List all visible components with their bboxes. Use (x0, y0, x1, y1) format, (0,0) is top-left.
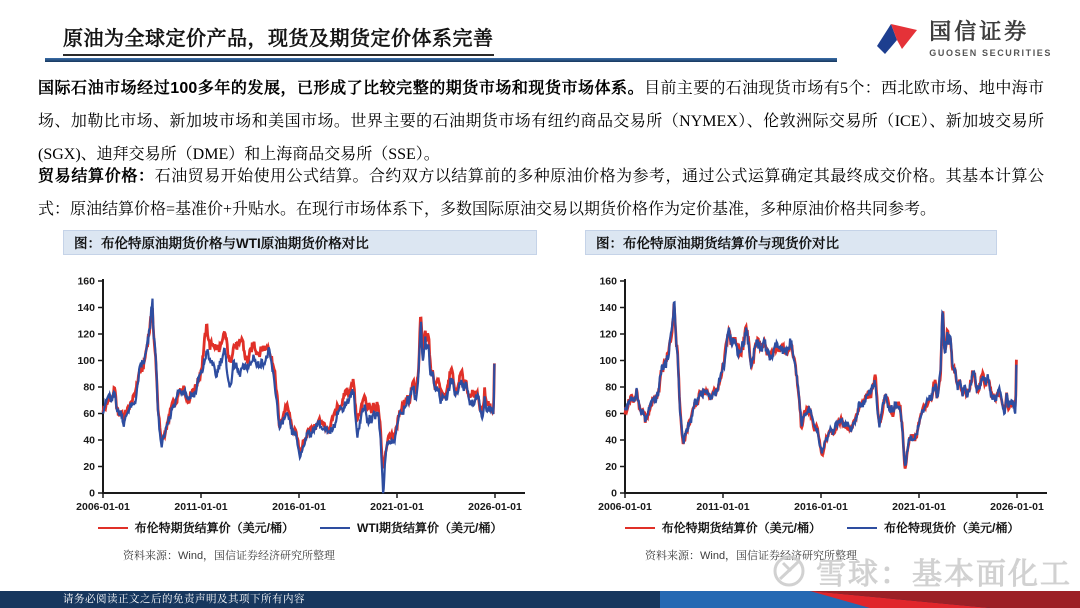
footer-bar (0, 591, 1080, 608)
svg-text:160: 160 (599, 275, 617, 288)
svg-text:100: 100 (77, 355, 95, 367)
xueqiu-snowball-icon (771, 553, 807, 589)
disclaimer-text: 请务必阅读正文之后的免责声明及其项下所有内容 (63, 593, 305, 605)
svg-text:140: 140 (599, 302, 617, 314)
svg-text:80: 80 (605, 381, 617, 394)
chart-legend (585, 519, 1059, 536)
figure-title: 图：布伦特原油期货价格与WTI原油期货价格对比 (63, 230, 537, 255)
brent-wti-line-chart (63, 273, 533, 513)
svg-text:60: 60 (605, 408, 617, 420)
title-divider (45, 58, 837, 62)
svg-text:0: 0 (89, 487, 95, 500)
legend-swatch-blue (847, 527, 877, 529)
svg-text:120: 120 (77, 328, 95, 341)
svg-text:140: 140 (77, 302, 95, 314)
legend-swatch-red (625, 527, 655, 529)
logo-subtitle: GUOSEN SECURITIES (929, 47, 1052, 58)
svg-text:20: 20 (83, 461, 95, 473)
svg-text:2026-01-01: 2026-01-01 (990, 501, 1044, 513)
guosen-logo (873, 14, 1052, 58)
svg-text:0: 0 (611, 487, 617, 500)
svg-text:40: 40 (83, 434, 95, 447)
data-source-note: 资料来源：Wind，国信证券经济研究所整理 (645, 550, 858, 562)
svg-text:80: 80 (83, 381, 95, 394)
logo-name: 国信证券 (929, 18, 1030, 44)
svg-text:2006-01-01: 2006-01-01 (598, 501, 652, 513)
figure-title: 图：布伦特原油期货结算价与现货价对比 (585, 230, 997, 255)
footer-decoration (660, 591, 1080, 608)
legend-item-brent: 布伦特期货结算价（美元/桶） (98, 519, 294, 536)
paragraph-lead: 国际石油市场经过100多年的发展，已形成了比较完整的期货市场和现货市场体系。 (38, 80, 645, 97)
xueqiu-watermark (771, 549, 1072, 593)
svg-text:60: 60 (83, 408, 95, 420)
svg-text:40: 40 (605, 434, 617, 447)
svg-text:2011-01-01: 2011-01-01 (696, 501, 750, 513)
watermark-text: 雪球：基本面化工 (816, 558, 1072, 591)
svg-text:20: 20 (605, 461, 617, 473)
paragraph-body: 目前主要的石油现货市场有5个：西北欧市场、地中海市场、加勒比市场、新加坡市场和美国市场。世界主要的石油期货市场有纽约商品交易所（NYMEX）、伦敦洲际交易所（ICE）、新加坡交易所(SGX)、迪拜交易所（DME）和上海商品交易所（SSE）。 (38, 80, 1044, 163)
paragraph-lead: 贸易结算价格： (38, 168, 155, 185)
legend-swatch-blue (320, 527, 350, 529)
svg-text:2026-01-01: 2026-01-01 (468, 501, 522, 513)
paragraph-market-overview (38, 72, 1044, 171)
svg-text:2006-01-01: 2006-01-01 (76, 501, 130, 513)
brent-futures-spot-line-chart (585, 273, 1055, 513)
svg-text:2021-01-01: 2021-01-01 (892, 501, 946, 513)
chart-legend (63, 519, 537, 536)
svg-text:2016-01-01: 2016-01-01 (794, 501, 848, 513)
paragraph-body: 石油贸易开始使用公式结算。合约双方以结算前的多种原油价格为参考，通过公式运算确定其最终成交价格。其基本计算公式：原油结算价格=基准价+升贴水。在现行市场体系下，多数国际原油交易以期货价格作为定价基准，多种原油价格共同参考。 (38, 168, 1044, 218)
legend-item-brent-futures: 布伦特期货结算价（美元/桶） (625, 519, 821, 536)
legend-item-wti: WTI期货结算价（美元/桶） (320, 519, 502, 536)
page-title: 原油为全球定价产品，现货及期货定价体系完善 (63, 22, 494, 56)
figure-brent-futures-spot (585, 230, 1059, 563)
svg-text:120: 120 (599, 328, 617, 341)
legend-swatch-red (98, 527, 128, 529)
svg-text:2021-01-01: 2021-01-01 (370, 501, 424, 513)
paragraph-settlement-price (38, 160, 1044, 226)
svg-text:160: 160 (77, 275, 95, 288)
svg-text:100: 100 (599, 355, 617, 367)
guosen-logo-icon (873, 14, 921, 58)
data-source-note: 资料来源：Wind，国信证券经济研究所整理 (123, 550, 336, 562)
legend-item-brent-spot: 布伦特现货价（美元/桶） (847, 519, 1019, 536)
svg-text:2011-01-01: 2011-01-01 (174, 501, 228, 513)
figure-brent-wti (63, 230, 537, 563)
svg-text:2016-01-01: 2016-01-01 (272, 501, 326, 513)
